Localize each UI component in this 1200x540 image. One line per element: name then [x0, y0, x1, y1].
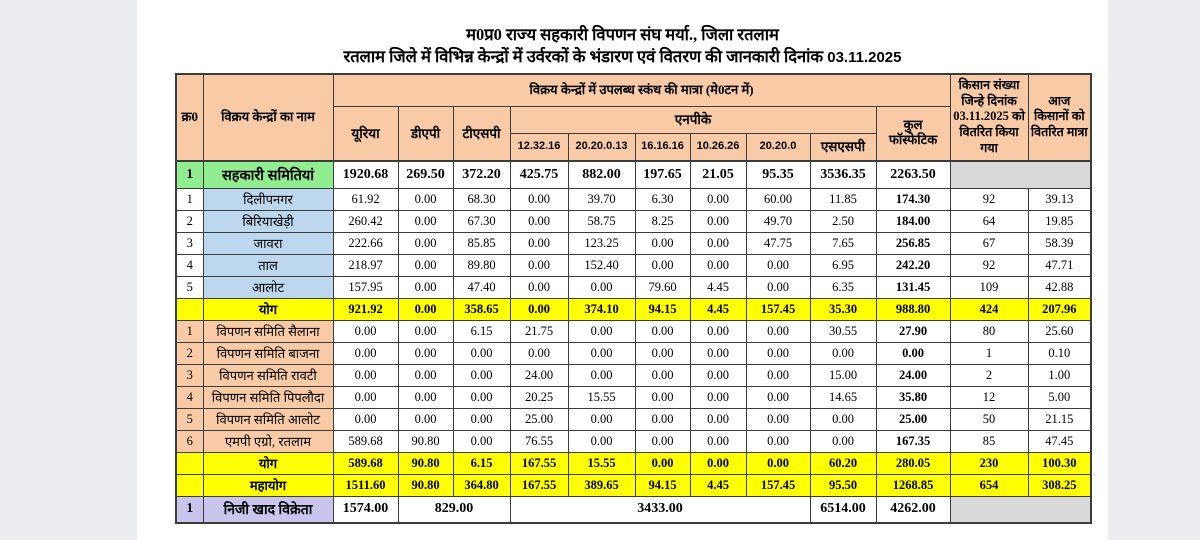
cell-value: 280.05 — [876, 452, 950, 474]
cell-value: 14.65 — [810, 386, 876, 408]
cell-value: 0.00 — [635, 254, 690, 276]
cell-value: 85.85 — [453, 232, 510, 254]
cell-value: 35.30 — [810, 298, 876, 320]
cell-value: 0.00 — [690, 232, 746, 254]
cell-center-name: विपणन समिति रावटी — [203, 364, 333, 386]
cell-farmers-count: 67 — [950, 232, 1028, 254]
cell-farmers-count: 50 — [950, 408, 1028, 430]
cell-value: 0.00 — [635, 408, 690, 430]
cell-value: 61.92 — [333, 188, 398, 210]
cell-value: 0.00 — [810, 408, 876, 430]
cell-today-qty: 0.10 — [1028, 342, 1091, 364]
cell-farmers-count: 92 — [950, 188, 1028, 210]
cell-value: 89.80 — [453, 254, 510, 276]
cell-value: 0.00 — [510, 188, 568, 210]
cell-value: 829.00 — [398, 496, 510, 523]
cell-today-qty: 47.45 — [1028, 430, 1091, 452]
col-header-center-name: विक्रय केन्द्रों का नाम — [203, 74, 333, 161]
document-subtitle — [137, 46, 1108, 68]
cell-value: 47.40 — [453, 276, 510, 298]
cell-value: 21.05 — [690, 161, 746, 189]
cell-today-qty: 5.00 — [1028, 386, 1091, 408]
cell-value: 27.90 — [876, 320, 950, 342]
cell-value: 3536.35 — [810, 161, 876, 189]
col-header-npk: एनपीके — [510, 107, 876, 134]
col-header-npk-grade: 12.32.16 — [510, 134, 568, 161]
cell-sr: 6 — [176, 430, 203, 452]
cell-value: 0.00 — [453, 364, 510, 386]
col-header-tsp: टीएसपी — [453, 107, 510, 161]
cell-value: 6.95 — [810, 254, 876, 276]
cell-value: 174.30 — [876, 188, 950, 210]
cell-value: 218.97 — [333, 254, 398, 276]
cell-value: 3433.00 — [510, 496, 810, 523]
cell-value: 882.00 — [568, 161, 635, 189]
cell-value: 0.00 — [746, 320, 810, 342]
table-row — [176, 408, 1091, 430]
cell-value: 0.00 — [746, 276, 810, 298]
cell-sr: 1 — [176, 496, 203, 523]
cell-value: 1511.60 — [333, 474, 398, 496]
cell-center-name: ताल — [203, 254, 333, 276]
header-row-top — [176, 74, 1091, 107]
col-header-urea: यूरिया — [333, 107, 398, 161]
cell-center-name: महायोग — [203, 474, 333, 496]
cell-value: 197.65 — [635, 161, 690, 189]
cell-value: 167.55 — [510, 452, 568, 474]
cell-center-name: विपणन समिति पिपलौदा — [203, 386, 333, 408]
cell-value: 68.30 — [453, 188, 510, 210]
cell-value: 0.00 — [568, 408, 635, 430]
col-header-npk-grade: 20.20.0.13 — [568, 134, 635, 161]
cell-farmers-count: 12 — [950, 386, 1028, 408]
cell-value: 0.00 — [398, 408, 453, 430]
cell-value: 90.80 — [398, 452, 453, 474]
cell-value: 4262.00 — [876, 496, 950, 523]
col-header-today-qty: आज किसानों को वितरित मात्रा — [1028, 74, 1091, 161]
cell-sr — [176, 298, 203, 320]
cell-value: 0.00 — [568, 430, 635, 452]
cell-sr: 3 — [176, 232, 203, 254]
cell-value: 39.70 — [568, 188, 635, 210]
cell-value: 0.00 — [690, 452, 746, 474]
cell-value: 76.55 — [510, 430, 568, 452]
cell-value: 0.00 — [510, 254, 568, 276]
table-row — [176, 386, 1091, 408]
cell-value: 0.00 — [398, 364, 453, 386]
cell-farmers-count: 109 — [950, 276, 1028, 298]
cell-center-name: जावरा — [203, 232, 333, 254]
cell-value: 90.80 — [398, 474, 453, 496]
table-row — [176, 276, 1091, 298]
cell-value: 15.55 — [568, 386, 635, 408]
stock-table — [175, 73, 1092, 524]
cell-value: 256.85 — [876, 232, 950, 254]
cell-farmers-count: 85 — [950, 430, 1028, 452]
table-row — [176, 161, 1091, 189]
table-row — [176, 496, 1091, 523]
cell-value: 20.25 — [510, 386, 568, 408]
cell-farmers-count: 64 — [950, 210, 1028, 232]
cell-value: 94.15 — [635, 474, 690, 496]
cell-sr: 4 — [176, 386, 203, 408]
cell-value: 0.00 — [510, 210, 568, 232]
col-header-npk-grade: 16.16.16 — [635, 134, 690, 161]
cell-value: 0.00 — [690, 408, 746, 430]
cell-value: 7.65 — [810, 232, 876, 254]
cell-value: 260.42 — [333, 210, 398, 232]
cell-value: 25.00 — [876, 408, 950, 430]
table-row — [176, 430, 1091, 452]
cell-value: 60.20 — [810, 452, 876, 474]
cell-center-name: एमपी एग्रो, रतलाम — [203, 430, 333, 452]
cell-value: 67.30 — [453, 210, 510, 232]
cell-value: 0.00 — [810, 342, 876, 364]
cell-value: 4.45 — [690, 276, 746, 298]
cell-value: 58.75 — [568, 210, 635, 232]
cell-value: 0.00 — [746, 430, 810, 452]
cell-value: 94.15 — [635, 298, 690, 320]
cell-value: 0.00 — [398, 232, 453, 254]
cell-center-name: निजी खाद विक्रेता — [203, 496, 333, 523]
cell-sr: 5 — [176, 276, 203, 298]
cell-value: 184.00 — [876, 210, 950, 232]
subtitle-text: रतलाम जिले में विभिन्न केन्द्रों में उर्वरकों के भंडारण एवं वितरण की जानकारी दिनांक — [343, 46, 824, 66]
table-row — [176, 320, 1091, 342]
cell-today-qty: 58.39 — [1028, 232, 1091, 254]
cell-value: 589.68 — [333, 430, 398, 452]
cell-value: 0.00 — [690, 188, 746, 210]
table-row — [176, 232, 1091, 254]
cell-value: 0.00 — [453, 408, 510, 430]
cell-value: 0.00 — [635, 320, 690, 342]
col-header-sr: क्र0 — [176, 74, 203, 161]
cell-farmers-count: 2 — [950, 364, 1028, 386]
cell-sr: 1 — [176, 161, 203, 189]
cell-value: 0.00 — [568, 276, 635, 298]
table-row — [176, 210, 1091, 232]
cell-value: 0.00 — [635, 452, 690, 474]
cell-value: 6514.00 — [810, 496, 876, 523]
cell-value: 0.00 — [333, 408, 398, 430]
cell-value: 0.00 — [746, 342, 810, 364]
cell-value: 0.00 — [635, 232, 690, 254]
cell-value: 49.70 — [746, 210, 810, 232]
cell-value: 0.00 — [333, 320, 398, 342]
cell-value: 6.35 — [810, 276, 876, 298]
table-row — [176, 298, 1091, 320]
cell-today-qty: 207.96 — [1028, 298, 1091, 320]
cell-value: 157.45 — [746, 474, 810, 496]
cell-value: 364.80 — [453, 474, 510, 496]
col-header-npk-grade: 20.20.0 — [746, 134, 810, 161]
document-photo — [137, 0, 1108, 540]
cell-value: 4.45 — [690, 474, 746, 496]
cell-value: 0.00 — [876, 342, 950, 364]
cell-value: 0.00 — [333, 342, 398, 364]
cell-value: 95.35 — [746, 161, 810, 189]
cell-value: 0.00 — [398, 298, 453, 320]
table-row — [176, 452, 1091, 474]
cell-center-name: आलोट — [203, 276, 333, 298]
cell-today-qty: 39.13 — [1028, 188, 1091, 210]
cell-value: 0.00 — [510, 232, 568, 254]
cell-value: 0.00 — [510, 298, 568, 320]
cell-sr — [176, 474, 203, 496]
cell-today-qty: 42.88 — [1028, 276, 1091, 298]
cell-value: 988.80 — [876, 298, 950, 320]
cell-value: 167.55 — [510, 474, 568, 496]
col-header-stock-span: विक्रय केन्द्रों में उपलब्ध स्कंध की मात्रा (मे0टन में) — [333, 74, 950, 107]
cell-value: 0.00 — [746, 364, 810, 386]
cell-value: 0.00 — [398, 276, 453, 298]
col-header-total-phosphatic: कुल फॉस्फेटिक — [876, 107, 950, 161]
cell-value: 0.00 — [690, 430, 746, 452]
cell-value: 6.30 — [635, 188, 690, 210]
col-header-farmers-count: किसान संख्या जिन्हे दिनांक 03.11.2025 को वितरित किया गया — [950, 74, 1028, 161]
cell-value: 24.00 — [510, 364, 568, 386]
cell-value: 0.00 — [333, 364, 398, 386]
cell-value: 0.00 — [635, 430, 690, 452]
table-row — [176, 254, 1091, 276]
cell-sr: 5 — [176, 408, 203, 430]
cell-sr: 1 — [176, 320, 203, 342]
cell-value: 1574.00 — [333, 496, 398, 523]
cell-value: 0.00 — [810, 430, 876, 452]
cell-value: 0.00 — [635, 364, 690, 386]
table-row — [176, 342, 1091, 364]
cell-value: 0.00 — [398, 188, 453, 210]
cell-value: 389.65 — [568, 474, 635, 496]
cell-value: 25.00 — [510, 408, 568, 430]
cell-sr: 3 — [176, 364, 203, 386]
cell-value: 0.00 — [690, 254, 746, 276]
cell-center-name: योग — [203, 298, 333, 320]
cell-value: 0.00 — [568, 320, 635, 342]
cell-value: 358.65 — [453, 298, 510, 320]
cell-value: 1268.85 — [876, 474, 950, 496]
cell-value: 24.00 — [876, 364, 950, 386]
cell-value: 30.55 — [810, 320, 876, 342]
cell-value: 0.00 — [398, 210, 453, 232]
cell-sr: 2 — [176, 342, 203, 364]
cell-value: 0.00 — [746, 452, 810, 474]
cell-value: 167.35 — [876, 430, 950, 452]
cell-value: 11.85 — [810, 188, 876, 210]
cell-farmers-count: 424 — [950, 298, 1028, 320]
cell-empty — [950, 496, 1091, 523]
cell-value: 157.45 — [746, 298, 810, 320]
cell-value: 0.00 — [398, 342, 453, 364]
cell-value: 242.20 — [876, 254, 950, 276]
cell-value: 15.00 — [810, 364, 876, 386]
cell-today-qty: 21.15 — [1028, 408, 1091, 430]
cell-farmers-count: 92 — [950, 254, 1028, 276]
cell-sr: 4 — [176, 254, 203, 276]
cell-value: 0.00 — [690, 320, 746, 342]
cell-value: 0.00 — [746, 408, 810, 430]
cell-today-qty: 1.00 — [1028, 364, 1091, 386]
cell-value: 0.00 — [398, 386, 453, 408]
cell-today-qty: 25.60 — [1028, 320, 1091, 342]
cell-sr: 2 — [176, 210, 203, 232]
cell-value: 222.66 — [333, 232, 398, 254]
cell-sr — [176, 452, 203, 474]
cell-value: 0.00 — [635, 386, 690, 408]
cell-value: 79.60 — [635, 276, 690, 298]
cell-value: 0.00 — [746, 254, 810, 276]
cell-value: 15.55 — [568, 452, 635, 474]
cell-value: 0.00 — [453, 386, 510, 408]
cell-empty — [950, 161, 1091, 189]
cell-value: 2263.50 — [876, 161, 950, 189]
cell-value: 95.50 — [810, 474, 876, 496]
cell-value: 35.80 — [876, 386, 950, 408]
table-row — [176, 364, 1091, 386]
cell-value: 0.00 — [690, 342, 746, 364]
cell-today-qty: 308.25 — [1028, 474, 1091, 496]
cell-value: 0.00 — [635, 342, 690, 364]
cell-value: 90.80 — [398, 430, 453, 452]
cell-value: 0.00 — [453, 342, 510, 364]
cell-value: 589.68 — [333, 452, 398, 474]
cell-farmers-count: 654 — [950, 474, 1028, 496]
table-row — [176, 474, 1091, 496]
document-titles — [137, 0, 1108, 68]
cell-value: 60.00 — [746, 188, 810, 210]
cell-value: 0.00 — [568, 342, 635, 364]
cell-value: 0.00 — [568, 364, 635, 386]
cell-value: 123.25 — [568, 232, 635, 254]
cell-value: 0.00 — [690, 210, 746, 232]
cell-center-name: विपणन समिति सैलाना — [203, 320, 333, 342]
cell-farmers-count: 80 — [950, 320, 1028, 342]
cell-center-name: विपणन समिति बाजना — [203, 342, 333, 364]
cell-center-name: दिलीपनगर — [203, 188, 333, 210]
cell-value: 6.15 — [453, 320, 510, 342]
cell-value: 0.00 — [510, 342, 568, 364]
cell-value: 8.25 — [635, 210, 690, 232]
cell-value: 372.20 — [453, 161, 510, 189]
document-title: म0प्र0 राज्य सहकारी विपणन संघ मर्या., जिला रतलाम — [466, 25, 779, 44]
cell-value: 152.40 — [568, 254, 635, 276]
cell-farmers-count: 230 — [950, 452, 1028, 474]
cell-center-name: बिरियाखेड़ी — [203, 210, 333, 232]
cell-value: 47.75 — [746, 232, 810, 254]
table-row — [176, 188, 1091, 210]
cell-today-qty: 100.30 — [1028, 452, 1091, 474]
cell-value: 21.75 — [510, 320, 568, 342]
col-header-npk-grade: 10.26.26 — [690, 134, 746, 161]
cell-value: 4.45 — [690, 298, 746, 320]
cell-today-qty: 19.85 — [1028, 210, 1091, 232]
cell-sr: 1 — [176, 188, 203, 210]
cell-value: 157.95 — [333, 276, 398, 298]
cell-center-name: योग — [203, 452, 333, 474]
cell-value: 269.50 — [398, 161, 453, 189]
cell-value: 0.00 — [690, 364, 746, 386]
cell-value: 6.15 — [453, 452, 510, 474]
cell-value: 425.75 — [510, 161, 568, 189]
cell-value: 0.00 — [398, 320, 453, 342]
cell-value: 0.00 — [510, 276, 568, 298]
cell-value: 921.92 — [333, 298, 398, 320]
subtitle-date: 03.11.2025 — [827, 48, 902, 66]
cell-value: 0.00 — [746, 386, 810, 408]
cell-value: 0.00 — [690, 386, 746, 408]
cell-today-qty: 47.71 — [1028, 254, 1091, 276]
cell-value: 0.00 — [333, 386, 398, 408]
col-header-dap: डीएपी — [398, 107, 453, 161]
cell-value: 0.00 — [398, 254, 453, 276]
cell-value: 1920.68 — [333, 161, 398, 189]
cell-farmers-count: 1 — [950, 342, 1028, 364]
cell-value: 374.10 — [568, 298, 635, 320]
cell-value: 2.50 — [810, 210, 876, 232]
cell-value: 0.00 — [453, 430, 510, 452]
col-header-ssp: एसएसपी — [810, 134, 876, 161]
cell-center-name: सहकारी समितियां — [203, 161, 333, 189]
cell-center-name: विपणन समिति आलोट — [203, 408, 333, 430]
cell-value: 131.45 — [876, 276, 950, 298]
